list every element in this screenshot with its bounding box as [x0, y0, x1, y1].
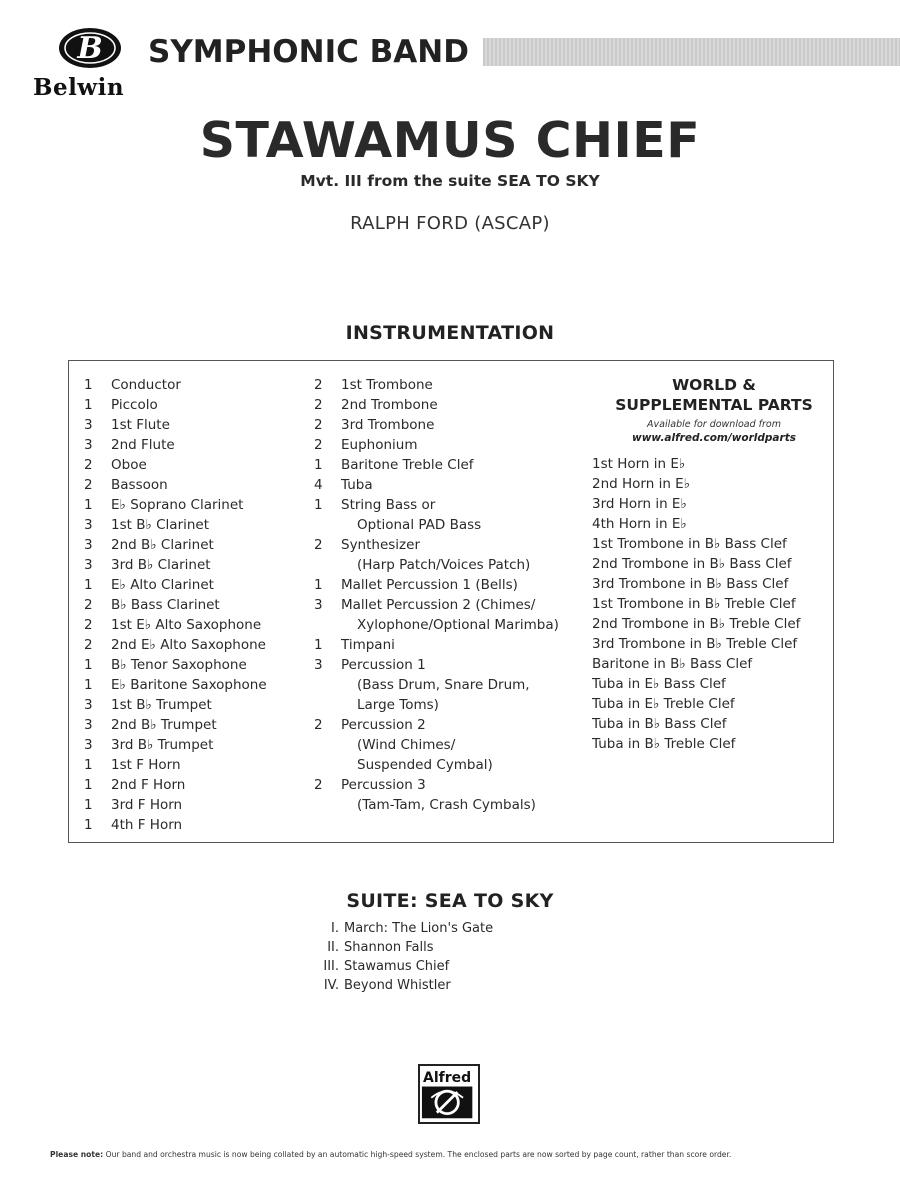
- world-part-item: 1st Trombone in B♭ Treble Clef: [592, 596, 796, 612]
- instrument-row: [84, 795, 267, 815]
- belwin-logo-text: Belwin: [33, 74, 125, 101]
- world-part-item: Tuba in E♭ Bass Clef: [592, 676, 726, 692]
- instrument-name: Xylophone/Optional Marimba): [357, 617, 559, 633]
- instrument-name: B♭ Tenor Saxophone: [111, 657, 247, 673]
- instrument-count: 2: [314, 417, 323, 433]
- instrument-row: [84, 435, 267, 455]
- instrument-name: (Bass Drum, Snare Drum,: [357, 677, 530, 693]
- instrument-name: Mallet Percussion 1 (Bells): [341, 577, 518, 593]
- world-part-item: 2nd Horn in E♭: [592, 476, 691, 492]
- instrument-row: [84, 475, 267, 495]
- world-parts-section: [592, 375, 832, 754]
- suite-item-name: Beyond Whistler: [344, 978, 451, 993]
- instrument-row: [314, 675, 559, 695]
- instrument-count: 2: [314, 397, 323, 413]
- footer-note: [50, 1150, 870, 1159]
- instrument-count: [314, 735, 341, 755]
- instrument-count: 2: [84, 457, 93, 473]
- instrument-count: 1: [314, 457, 323, 473]
- world-parts-title-line2: SUPPLEMENTAL PARTS: [615, 396, 813, 414]
- instrument-row: [84, 715, 267, 735]
- instrument-count: 1: [84, 817, 93, 833]
- instrument-name: 1st B♭ Trumpet: [111, 697, 212, 713]
- header-bar: [483, 38, 900, 66]
- instrument-row: [314, 555, 559, 575]
- suite-item: [310, 919, 493, 938]
- instrument-row: [314, 755, 559, 775]
- instrument-count: 3: [84, 737, 93, 753]
- instrument-count: 2: [314, 537, 323, 553]
- instrument-count: 3: [84, 697, 93, 713]
- instrument-row: [314, 635, 559, 655]
- instrument-name: E♭ Alto Clarinet: [111, 577, 214, 593]
- instrument-name: E♭ Soprano Clarinet: [111, 497, 244, 513]
- instrument-row: [84, 815, 267, 835]
- instrument-name: 2nd Trombone: [341, 397, 438, 413]
- instrument-count: 3: [84, 517, 93, 533]
- instrument-row: [84, 655, 267, 675]
- instrument-row: [84, 415, 267, 435]
- suite-list: [310, 919, 493, 995]
- instrument-count: [314, 675, 341, 695]
- suite-item-name: Stawamus Chief: [344, 959, 450, 974]
- instrument-column-1: [84, 375, 267, 835]
- instrument-count: 1: [84, 677, 93, 693]
- instrument-count: 2: [84, 597, 93, 613]
- suite-item: [310, 938, 493, 957]
- instrument-count: 2: [314, 717, 323, 733]
- instrument-row: [314, 395, 559, 415]
- world-parts-url: www.alfred.com/worldparts: [632, 432, 796, 444]
- instrument-row: [84, 735, 267, 755]
- world-part-item: 1st Horn in E♭: [592, 456, 686, 472]
- instrument-row: [314, 575, 559, 595]
- instrument-count: [314, 515, 341, 535]
- instrument-count: 3: [314, 597, 323, 613]
- instrument-name: B♭ Bass Clarinet: [111, 597, 220, 613]
- world-part-item: 2nd Trombone in B♭ Treble Clef: [592, 616, 801, 632]
- composer: RALPH FORD (ASCAP): [350, 213, 550, 234]
- instrument-count: [314, 795, 341, 815]
- instrument-row: [314, 415, 559, 435]
- instrument-count: 1: [84, 497, 93, 513]
- instrument-name: 4th F Horn: [111, 817, 183, 833]
- instrument-row: [84, 515, 267, 535]
- instrument-row: [84, 615, 267, 635]
- instrument-count: 1: [314, 577, 323, 593]
- instrument-row: [84, 455, 267, 475]
- instrument-name: 3rd F Horn: [111, 797, 183, 813]
- instrument-row: [84, 375, 267, 395]
- instrument-row: [84, 495, 267, 515]
- instrument-name: 2nd Flute: [111, 437, 175, 453]
- instrument-count: 2: [314, 377, 323, 393]
- instrument-count: [314, 755, 341, 775]
- world-part-item: 3rd Horn in E♭: [592, 496, 687, 512]
- instrument-name: (Wind Chimes/: [357, 737, 456, 753]
- instrument-name: 2nd B♭ Trumpet: [111, 717, 217, 733]
- footer-note-text: Our band and orchestra music is now being collated by an automatic high-speed system. The enclosed parts are now sorted by page count, rather than score order.: [103, 1150, 732, 1159]
- instrument-name: Baritone Treble Clef: [341, 457, 474, 473]
- instrument-row: [314, 735, 559, 755]
- instrument-column-2: [314, 375, 559, 815]
- instrument-count: [314, 695, 341, 715]
- instrument-name: Piccolo: [111, 397, 158, 413]
- instrument-row: [84, 755, 267, 775]
- instrument-name: Percussion 1: [341, 657, 426, 673]
- suite-item-number: IV.: [323, 978, 339, 993]
- suite-heading: SUITE: SEA TO SKY: [346, 890, 554, 912]
- instrument-name: Percussion 3: [341, 777, 426, 793]
- world-part-item: Tuba in E♭ Treble Clef: [592, 696, 735, 712]
- piece-subtitle: Mvt. III from the suite SEA TO SKY: [300, 172, 600, 190]
- instrument-count: 1: [84, 797, 93, 813]
- instrument-name: Large Toms): [357, 697, 439, 713]
- instrument-count: 2: [84, 477, 93, 493]
- instrumentation-heading: INSTRUMENTATION: [345, 322, 555, 344]
- instrument-row: [314, 595, 559, 615]
- instrument-row: [314, 515, 559, 535]
- footer-note-label: Please note:: [50, 1150, 104, 1159]
- piece-title: STAWAMUS CHIEF: [199, 112, 701, 169]
- instrument-count: [314, 555, 341, 575]
- world-part-item: 2nd Trombone in B♭ Bass Clef: [592, 556, 792, 572]
- instrument-count: [314, 615, 341, 635]
- instrument-row: [84, 675, 267, 695]
- instrument-name: Oboe: [111, 457, 147, 473]
- instrument-count: 2: [314, 777, 323, 793]
- instrument-row: [84, 635, 267, 655]
- instrument-row: [84, 695, 267, 715]
- instrument-name: 3rd Trombone: [341, 417, 435, 433]
- instrument-row: [314, 375, 559, 395]
- instrument-count: 3: [84, 717, 93, 733]
- instrument-count: 2: [84, 617, 93, 633]
- world-part-item: Baritone in B♭ Bass Clef: [592, 656, 753, 672]
- instrument-count: 2: [84, 637, 93, 653]
- instrument-count: 3: [84, 417, 93, 433]
- instrument-row: [314, 495, 559, 515]
- suite-item-name: Shannon Falls: [344, 940, 434, 955]
- instrument-row: [84, 395, 267, 415]
- instrument-name: Tuba: [341, 477, 373, 493]
- suite-item-number: II.: [327, 940, 339, 955]
- instrument-name: 2nd E♭ Alto Saxophone: [111, 637, 266, 653]
- instrument-name: Suspended Cymbal): [357, 757, 493, 773]
- instrument-name: (Harp Patch/Voices Patch): [357, 557, 531, 573]
- world-part-item: 3rd Trombone in B♭ Bass Clef: [592, 576, 789, 592]
- alfred-logo-icon: [418, 1064, 480, 1124]
- instrument-count: 1: [84, 777, 93, 793]
- instrument-count: 2: [314, 437, 323, 453]
- world-part-item: Tuba in B♭ Bass Clef: [592, 716, 727, 732]
- instrument-name: (Tam-Tam, Crash Cymbals): [357, 797, 536, 813]
- instrument-count: 3: [314, 657, 323, 673]
- instrument-name: Synthesizer: [341, 537, 420, 553]
- instrument-name: E♭ Baritone Saxophone: [111, 677, 267, 693]
- svg-text:Alfred: Alfred: [423, 1069, 472, 1086]
- suite-item: [310, 957, 493, 976]
- world-parts-title-line1: WORLD &: [672, 376, 756, 394]
- instrument-row: [84, 555, 267, 575]
- instrument-name: 2nd B♭ Clarinet: [111, 537, 214, 553]
- band-title: SYMPHONIC BAND: [148, 34, 469, 70]
- instrument-row: [84, 535, 267, 555]
- instrument-name: Euphonium: [341, 437, 418, 453]
- suite-item-number: I.: [331, 921, 339, 936]
- instrument-count: 1: [84, 757, 93, 773]
- instrument-row: [314, 715, 559, 735]
- instrument-row: [84, 575, 267, 595]
- instrument-count: 1: [84, 577, 93, 593]
- instrument-name: 2nd F Horn: [111, 777, 186, 793]
- suite-item-name: March: The Lion's Gate: [344, 921, 494, 936]
- instrument-count: 1: [84, 657, 93, 673]
- instrument-count: 1: [314, 497, 323, 513]
- instrument-name: Percussion 2: [341, 717, 426, 733]
- instrument-row: [314, 615, 559, 635]
- instrument-name: Bassoon: [111, 477, 168, 493]
- world-part-item: 1st Trombone in B♭ Bass Clef: [592, 536, 787, 552]
- instrument-count: 3: [84, 557, 93, 573]
- instrument-row: [314, 795, 559, 815]
- instrument-name: 1st Flute: [111, 417, 170, 433]
- world-parts-list: [592, 454, 832, 754]
- world-part-item: 4th Horn in E♭: [592, 516, 687, 532]
- instrument-row: [84, 775, 267, 795]
- instrument-row: [314, 775, 559, 795]
- suite-item-number: III.: [323, 959, 339, 974]
- instrument-row: [314, 655, 559, 675]
- instrument-row: [314, 475, 559, 495]
- instrument-count: 4: [314, 477, 323, 493]
- world-parts-available: Available for download from: [647, 419, 781, 430]
- instrument-count: 1: [84, 397, 93, 413]
- instrument-row: [314, 435, 559, 455]
- instrumentation-box: [68, 360, 834, 843]
- world-part-item: 3rd Trombone in B♭ Treble Clef: [592, 636, 798, 652]
- instrument-name: Optional PAD Bass: [357, 517, 482, 533]
- instrument-name: String Bass or: [341, 497, 436, 513]
- instrument-name: 1st B♭ Clarinet: [111, 517, 210, 533]
- belwin-logo-icon: [57, 26, 123, 70]
- suite-item: [310, 976, 493, 995]
- instrument-name: 1st Trombone: [341, 377, 433, 393]
- instrument-row: [84, 595, 267, 615]
- instrument-count: 3: [84, 437, 93, 453]
- instrument-count: 1: [84, 377, 93, 393]
- instrument-name: Timpani: [341, 637, 395, 653]
- instrument-count: 3: [84, 537, 93, 553]
- world-part-item: Tuba in B♭ Treble Clef: [592, 736, 736, 752]
- instrument-name: 1st F Horn: [111, 757, 181, 773]
- instrument-name: 1st E♭ Alto Saxophone: [111, 617, 262, 633]
- instrument-name: Mallet Percussion 2 (Chimes/: [341, 597, 536, 613]
- instrument-name: 3rd B♭ Clarinet: [111, 557, 211, 573]
- instrument-row: [314, 455, 559, 475]
- instrument-count: 1: [314, 637, 323, 653]
- instrument-name: 3rd B♭ Trumpet: [111, 737, 214, 753]
- instrument-name: Conductor: [111, 377, 181, 393]
- instrument-row: [314, 695, 559, 715]
- instrument-row: [314, 535, 559, 555]
- svg-text:B: B: [77, 31, 103, 66]
